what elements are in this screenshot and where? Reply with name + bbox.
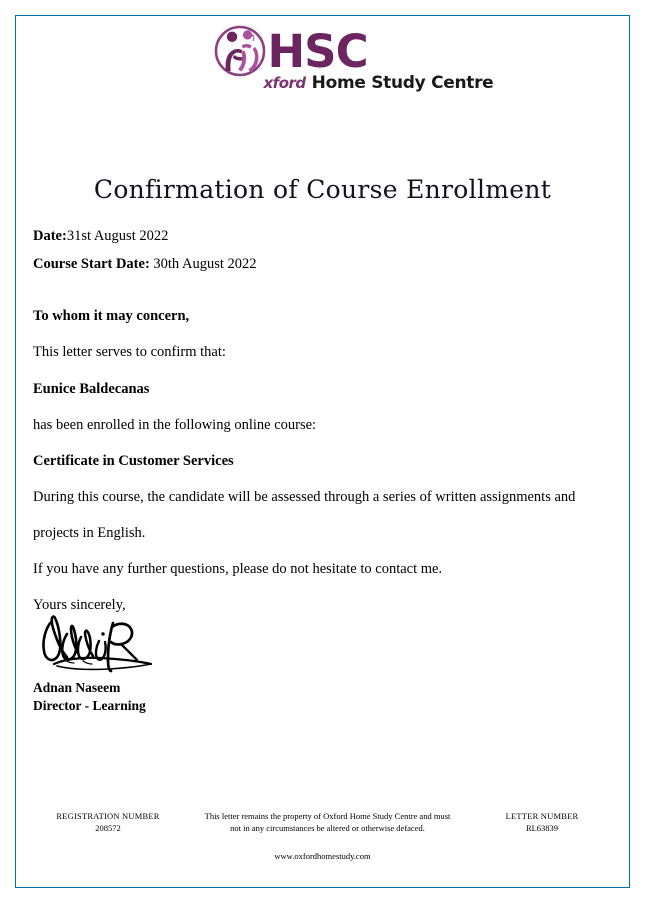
student-name: Eunice Baldecanas	[33, 380, 150, 397]
course-start-date-row	[33, 255, 608, 273]
spacer	[33, 245, 608, 255]
letter-body	[33, 227, 608, 614]
assessment-line-1: During this course, the candidate will be assessed through a series of written assignments and	[33, 488, 576, 505]
date-row	[33, 227, 608, 245]
course-name: Certificate in Customer Services	[33, 452, 234, 469]
spacer	[33, 325, 608, 343]
logo-bottom-row	[264, 73, 494, 93]
assessment-line-2: projects in English.	[33, 525, 146, 541]
date-label: Date:	[33, 228, 67, 244]
signer-name: Adnan Naseem	[33, 680, 121, 695]
spacer	[33, 470, 608, 488]
logo-wordmark: HSC	[267, 24, 368, 78]
registration-number: 208572	[95, 823, 121, 834]
logo-block	[15, 25, 630, 93]
letter-number-block	[472, 810, 612, 835]
spacer	[33, 273, 608, 307]
disclaimer-line-2: not in any circumstances be altered or otherwise defaced.	[230, 823, 425, 834]
enrollment-line: has been enrolled in the following online course:	[33, 416, 317, 433]
registration-block	[33, 810, 183, 835]
questions-line: If you have any further questions, please do not hesitate to contact me.	[33, 561, 443, 578]
course-start-date-value: 30th August 2022	[153, 256, 257, 273]
spacer	[33, 506, 608, 524]
page-title: Confirmation of Course Enrollment	[93, 175, 552, 204]
logo-xford-text: xford	[263, 74, 306, 92]
course-start-date-label: Course Start Date:	[33, 256, 150, 273]
spacer	[33, 434, 608, 452]
spacer	[33, 542, 608, 560]
salutation: To whom it may concern,	[33, 308, 190, 325]
signer-title: Director - Learning	[33, 697, 146, 713]
disclaimer-block	[193, 810, 463, 835]
hsc-logo	[214, 24, 494, 93]
logo-tagline: Home Study Centre	[311, 73, 494, 93]
page-content	[15, 15, 630, 888]
spacer	[33, 398, 608, 416]
handwritten-signature-icon	[33, 607, 173, 679]
letter-number: RL63839	[525, 823, 559, 834]
signature-block	[33, 607, 333, 715]
website-url: www.oxfordhomestudy.com	[274, 850, 371, 861]
page-footer	[15, 810, 630, 861]
date-value: 31st August 2022	[66, 228, 169, 244]
logo-top-row	[214, 25, 368, 77]
spacer	[33, 578, 608, 596]
disclaimer-line-1: This letter remains the property of Oxford Home Study Centre and must	[204, 811, 451, 821]
spacer	[33, 362, 608, 380]
closing-line: Yours sincerely,	[33, 597, 126, 614]
intro-line: This letter serves to confirm that:	[33, 344, 226, 361]
footer-row	[15, 810, 630, 835]
registration-heading: REGISTRATION NUMBER	[56, 811, 160, 821]
letter-number-heading: LETTER NUMBER	[505, 811, 579, 821]
hsc-graduate-figures-emblem-icon	[214, 25, 266, 77]
